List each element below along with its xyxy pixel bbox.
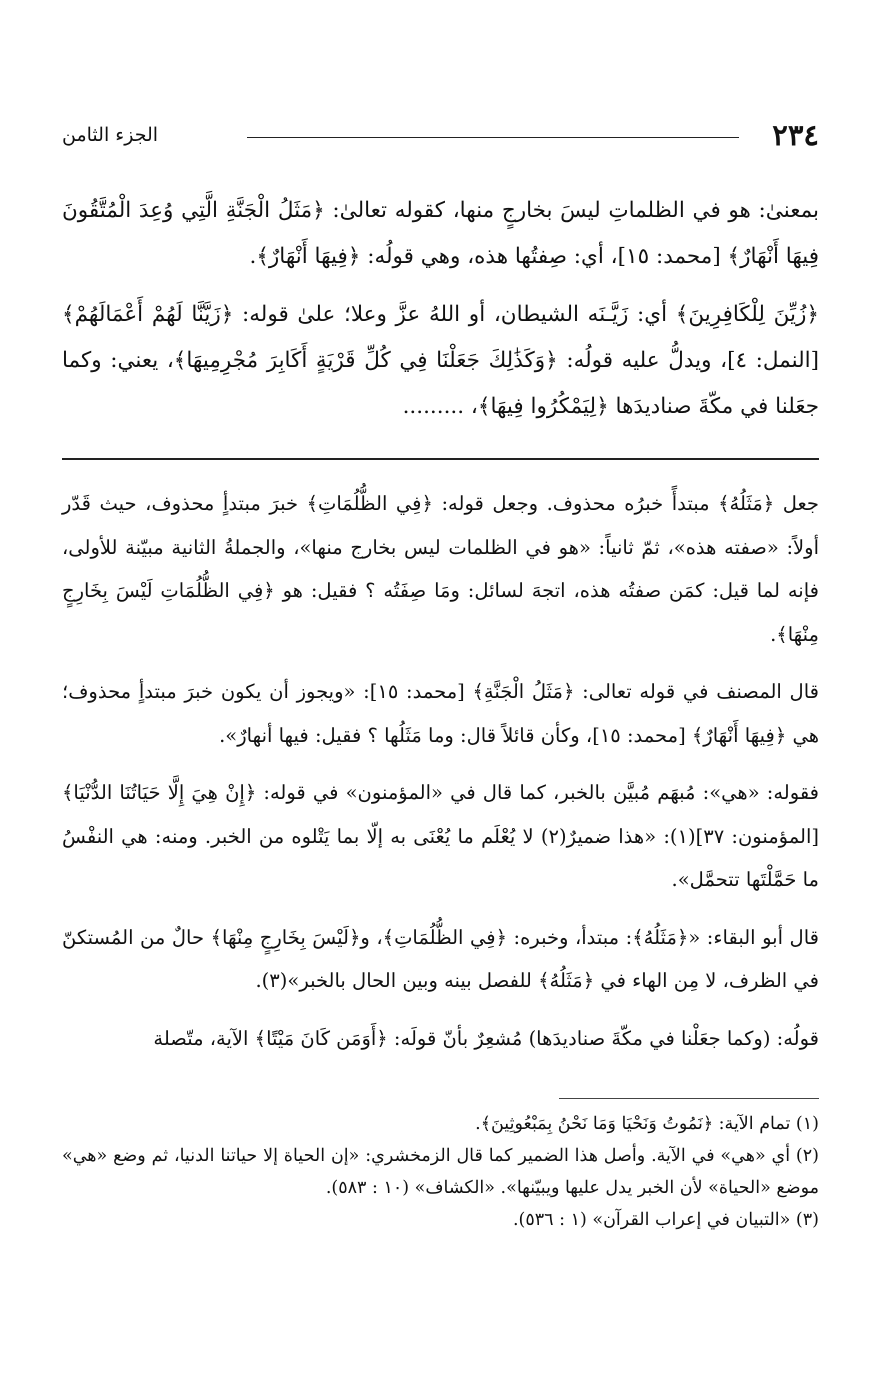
page-header <box>62 118 819 158</box>
commentary-text <box>62 482 819 1074</box>
main-text <box>62 188 819 442</box>
main-paragraph: ﴿زُيِّنَ لِلْكَافِرِينَ﴾ أي: زَيَّـنَه الشيطان، أو اللهُ عزَّ وعلا؛ علىٰ قوله: ﴿زَيَّنَّا لَهُمْ أَعْمَالَهُمْ﴾ [النمل: ٤]، ويدلُّ عليه قولُه: ﴿وَكَذَٰلِكَ جَعَلْنَا فِي كُلِّ قَرْيَةٍ أَكَابِرَ مُجْرِمِيهَا﴾، يعني: وكما جعَلنا في مكّةَ صناديدَها ﴿لِيَمْكُرُوا فِيهَا﴾، ......... <box>62 302 820 419</box>
main-paragraph: بمعنىٰ: هو في الظلماتِ ليسَ بخارجٍ منها، كقوله تعالىٰ: ﴿مَثَلُ الْجَنَّةِ الَّتِي وُعِدَ الْمُتَّقُونَ فِيهَا أَنْهَارٌ﴾ [محمد: ١٥]، أي: صِفتُها هذه، وهي قولُه: ﴿فِيهَا أَنْهَارٌ﴾. <box>62 198 819 269</box>
commentary-paragraph: فقوله: «هي»: مُبهَم مُبيَّن بالخبر، كما قال في «المؤمنون» في قوله: ﴿إِنْ هِيَ إِلَّا حَيَاتُنَا الدُّنْيَا﴾ [المؤمنون: ٣٧](١): «هذا ضميرٌ(٢) لا يُعْلَم ما يُعْنَى به إلّا بما يَتْلوه من الخبر. ومنه: هي النفْسُ ما حَمَّلْتَها تتحمَّل». <box>62 781 819 891</box>
commentary-paragraph: قولُه: (وكما جعَلْنا في مكّةَ صناديدَها) مُشعِرٌ بأنّ قولَه: ﴿أَوَمَن كَانَ مَيْتًا﴾ الآية، متّصلة <box>153 1026 819 1050</box>
footnote-separator <box>559 1098 819 1099</box>
commentary-paragraph: قال أبو البقاء: «﴿مَثَلُهُ﴾: مبتدأ، وخبره: ﴿فِي الظُّلُمَاتِ﴾، و﴿لَيْسَ بِخَارِجٍ مِنْهَا﴾ حالٌ من المُستكنّ في الظرف، لا مِن الهاء في ﴿مَثَلُهُ﴾ للفصل بينه وبين الحال بالخبر»(٣). <box>62 925 819 992</box>
footnote: (٣) «التبيان في إعراب القرآن» (١ : ٥٣٦). <box>512 1210 819 1230</box>
part-title: الجزء الثامن <box>62 124 159 146</box>
header-rule <box>247 137 739 138</box>
footnote: (١) تمام الآية: ﴿نَمُوتُ وَنَحْيَا وَمَا نَحْنُ بِمَبْعُوثِينَ﴾. <box>475 1114 819 1134</box>
footnote: (٢) أي «هي» في الآية. وأصل هذا الضمير كما قال الزمخشري: «إن الحياة إلا حياتنا الدنيا، ثم وضع «هي» موضع «الحياة» لأن الخبر يدل عليها ويبيّنها». «الكشاف» (١٠ : ٥٨٣). <box>62 1146 819 1198</box>
page-number: ٢٣٤ <box>772 118 819 152</box>
commentary-paragraph: جعل ﴿مَثَلُهُ﴾ مبتدأً خبرُه محذوف. وجعل قوله: ﴿فِي الظُّلُمَاتِ﴾ خبرَ مبتدأٍ محذوف، حيث قَدّر أولاً: «صفته هذه»، ثمّ ثانياً: «هو في الظلمات ليس بخارج منها»، والجملةُ الثانية مبيّنة للأولى، فإنه لما قيل: كمَن صفتُه هذه، اتجهَ لسائل: ومَا صِفَتُه ؟ فقيل: هو ﴿فِي الظُّلُمَاتِ لَيْسَ بِخَارِجٍ مِنْهَا﴾. <box>62 492 819 646</box>
commentary-paragraph: قال المصنف في قوله تعالى: ﴿مَثَلُ الْجَنَّةِ﴾ [محمد: ١٥]: «ويجوز أن يكون خبرَ مبتدأٍ محذوف؛ هي ﴿فِيهَا أَنْهَارٌ﴾ [محمد: ١٥]، وكأن قائلاً قال: وما مَثَلُها ؟ فقيل: فيها أنهارٌ». <box>62 680 819 747</box>
footnotes <box>62 1108 819 1236</box>
commentary-separator <box>62 458 819 460</box>
